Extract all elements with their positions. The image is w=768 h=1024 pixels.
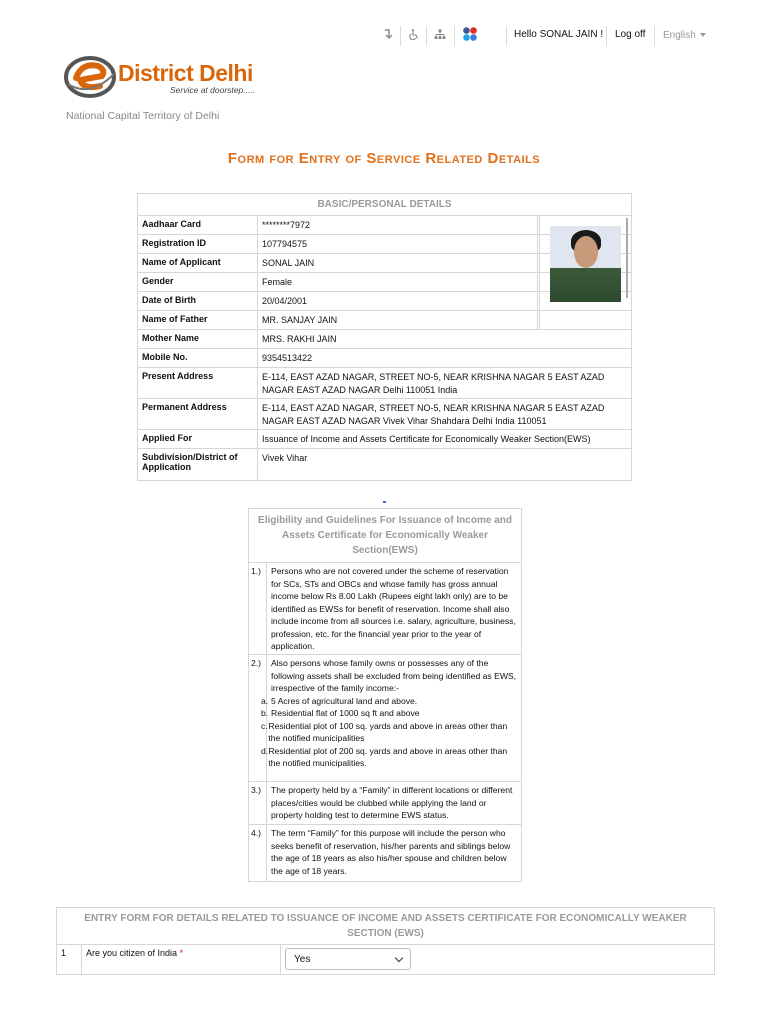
skip-arrow-icon[interactable] xyxy=(380,26,396,42)
row-value: Vivek Vihar xyxy=(262,453,308,463)
guideline-body xyxy=(261,655,521,781)
brand-title: District Delhi xyxy=(118,60,253,86)
asset-text: 5 Acres of agricultural land and above. xyxy=(271,695,418,706)
guideline-number: 1.) xyxy=(249,563,267,654)
row-value: MRS. RAKHI JAIN xyxy=(262,334,337,344)
row-value: E-114, EAST AZAD NAGAR, STREET NO-5, NEAR KRISHNA NAGAR 5 EAST AZAD NAGAR EAST AZAD NAGAR Delhi 110051 India xyxy=(262,372,605,395)
form-row-citizen xyxy=(57,945,714,974)
caret-down-icon xyxy=(700,33,706,37)
citizen-of-india-select[interactable] xyxy=(285,948,411,970)
question-number: 1 xyxy=(57,945,82,974)
asset-marker: a. xyxy=(261,695,269,706)
asset-marker: c. xyxy=(261,720,268,731)
row-value: 20/04/2001 xyxy=(258,292,538,310)
asset-item xyxy=(261,745,517,770)
row-value: 107794575 xyxy=(258,235,538,253)
asset-text: Residential plot of 200 sq. yards and above in areas other than the notified municipalities. xyxy=(268,745,508,768)
required-asterisk: * xyxy=(179,948,184,958)
row-value: MR. SANJAY JAIN xyxy=(258,311,538,329)
guideline-text: The property held by a “Family” in different locations or different places/cities would be clubbed while applying the land or property holding test to determine EWS status. xyxy=(271,785,513,820)
accessibility-icon[interactable] xyxy=(406,26,422,42)
page-title: Form for Entry of Service Related Details xyxy=(227,150,541,167)
table-row xyxy=(138,399,631,430)
guideline-row xyxy=(249,782,521,825)
social-media-icon[interactable] xyxy=(462,26,478,42)
row-label: Name of Applicant xyxy=(138,254,258,272)
guideline-row xyxy=(249,655,521,782)
row-label: Subdivision/District of Application xyxy=(138,449,258,480)
table-row xyxy=(138,330,631,349)
eligibility-guidelines-table xyxy=(248,508,522,882)
row-value: SONAL JAIN xyxy=(258,254,538,272)
row-value: 9354513422 xyxy=(262,353,313,363)
guideline-row xyxy=(249,825,521,881)
table-row xyxy=(138,449,631,480)
basic-details-table xyxy=(137,193,632,481)
asset-item xyxy=(261,720,517,745)
eligibility-heading: Eligibility and Guidelines For Issuance of Income and Assets Certificate for Economically Weaker Section(EWS) xyxy=(249,509,521,563)
row-label: Gender xyxy=(138,273,258,291)
guideline-text: Also persons whose family owns or possesses any of the following assets shall be excluded from being identified as EWS, irrespective of the family income:- xyxy=(271,658,517,693)
row-label: Date of Birth xyxy=(138,292,258,310)
asset-item xyxy=(261,695,517,708)
guideline-text: Persons who are not covered under the scheme of reservation for SCs, STs and OBCs and whose family has gross annual income below Rs 8.00 Lakh (Rupees eight lakh only) are to be identified as EWSs for benefit of reservation. Income shall also include income from all sources i.e. salary, agriculture, business, profession, etc. for the financial year prior to the year of application. xyxy=(271,566,516,651)
language-selector[interactable] xyxy=(663,30,706,41)
guideline-row xyxy=(249,563,521,655)
photo-face xyxy=(574,236,598,268)
row-value: E-114, EAST AZAD NAGAR, STREET NO-5, NEAR KRISHNA NAGAR 5 EAST AZAD NAGAR EAST AZAD NAGAR Vivek Vihar Shahdara Delhi India 110051 xyxy=(262,403,605,426)
row-value: Female xyxy=(258,273,538,291)
guideline-text: The term “Family” for this purpose will include the person who seeks benefit of reservation, his/her parents and siblings below the age of 18 years as also his/her spouse and children below the age of 18 years. xyxy=(271,828,511,876)
asset-item xyxy=(261,707,517,720)
row-value: ********7972 xyxy=(258,216,538,234)
guideline-number: 4.) xyxy=(249,825,267,881)
row-label: Applied For xyxy=(138,430,258,448)
applicant-photo xyxy=(550,226,621,302)
divider xyxy=(654,26,655,46)
user-greeting: Hello SONAL JAIN ! xyxy=(514,29,604,40)
answer-cell xyxy=(281,945,714,974)
entry-form-heading: ENTRY FORM FOR DETAILS RELATED TO ISSUANCE OF INCOME AND ASSETS CERTIFICATE FOR ECONOMICALLY WEAKER SECTION (EWS) xyxy=(57,908,714,945)
language-label: English xyxy=(663,30,696,41)
ews-entry-form xyxy=(56,907,715,975)
link-marker xyxy=(383,501,386,503)
row-label: Permanent Address xyxy=(138,399,258,429)
divider xyxy=(400,26,401,46)
asset-marker: b. xyxy=(261,708,269,718)
select-value: Yes xyxy=(294,953,311,965)
top-utility-bar xyxy=(0,26,768,46)
applicant-photo-cell xyxy=(539,216,631,330)
logoff-link[interactable]: Log off xyxy=(615,29,646,40)
basic-details-heading: BASIC/PERSONAL DETAILS xyxy=(138,194,631,216)
row-label: Name of Father xyxy=(138,311,258,329)
table-row xyxy=(138,430,631,449)
divider xyxy=(606,26,607,46)
region-subtitle: National Capital Territory of Delhi xyxy=(66,110,220,122)
photo-scrollbar xyxy=(626,218,628,298)
divider xyxy=(426,26,427,46)
brand-tagline: Service at doorstep..... xyxy=(170,85,256,95)
question-label xyxy=(82,945,281,974)
citizen-question-text: Are you citizen of India xyxy=(86,948,178,958)
row-label: Mother Name xyxy=(138,330,258,348)
chevron-down-icon xyxy=(395,953,403,961)
table-row xyxy=(138,349,631,368)
asset-text: Residential plot of 100 sq. yards and above in areas other than the notified municipalities xyxy=(268,720,508,743)
row-value: Issuance of Income and Assets Certificate for Economically Weaker Section(EWS) xyxy=(262,434,591,444)
row-label: Present Address xyxy=(138,368,258,398)
table-row xyxy=(138,368,631,399)
row-label: Registration ID xyxy=(138,235,258,253)
divider xyxy=(506,26,507,46)
e-globe-logo-icon xyxy=(62,54,118,100)
guideline-number: 2.) xyxy=(249,655,267,781)
district-delhi-logo[interactable] xyxy=(62,54,282,102)
row-label: Mobile No. xyxy=(138,349,258,367)
divider xyxy=(454,26,455,46)
sitemap-icon[interactable] xyxy=(432,26,448,42)
guideline-number: 3.) xyxy=(249,782,267,824)
asset-marker: d. xyxy=(261,745,269,756)
asset-text: Residential flat of 1000 sq ft and above xyxy=(271,708,420,718)
row-label: Aadhaar Card xyxy=(138,216,258,234)
